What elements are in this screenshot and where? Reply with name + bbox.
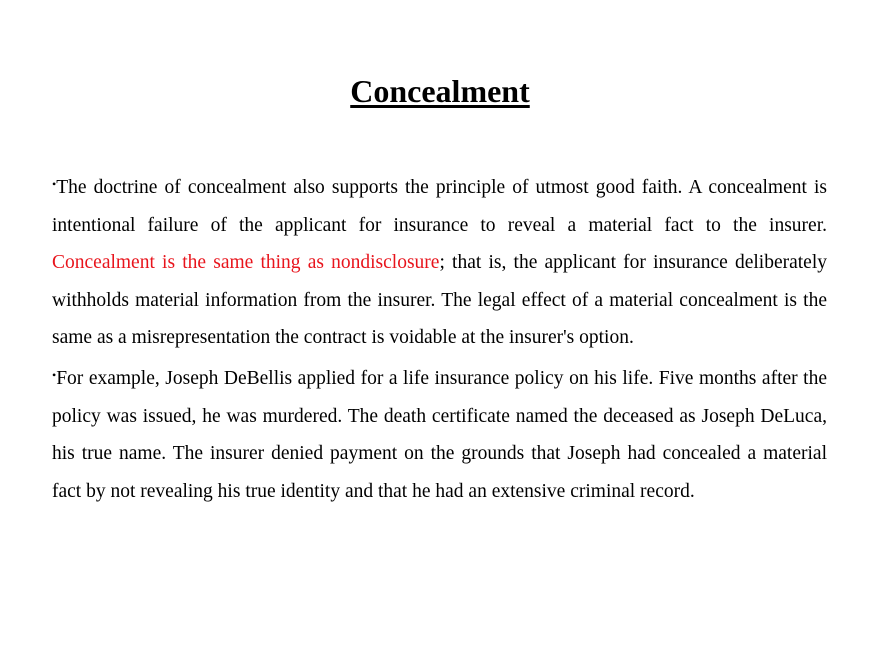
highlighted-text: Concealment is the same thing as nondisclosure <box>52 252 440 274</box>
slide-body <box>52 166 827 510</box>
paragraph-text: The doctrine of concealment also supports the principle of utmost good faith. A concealment is intentional failure of the applicant for insurance to reveal a material fact to the insurer. <box>52 177 827 236</box>
bullet-icon: • <box>52 367 57 382</box>
bullet-icon: • <box>52 177 57 191</box>
bullet-paragraph-example <box>52 357 827 510</box>
slide-title: Concealment <box>350 73 530 109</box>
bullet-paragraph-concealment <box>52 166 827 357</box>
paragraph-text: ; that is, the applicant for insurance deliberately withholds material information from the insurer. The legal effect of a material concealment is the same as a misrepresentation the contract is voidable at the insurer's option. <box>52 252 827 349</box>
paragraph-text: For example, Joseph DeBellis applied for a life insurance policy on his life. Five months after the policy was issued, he was murdered. The death certificate named the deceased as Joseph DeLuca, his true name. The insurer denied payment on the grounds that Joseph had concealed a material fact by not revealing his true identity and that he had an extensive criminal record. <box>52 367 827 502</box>
